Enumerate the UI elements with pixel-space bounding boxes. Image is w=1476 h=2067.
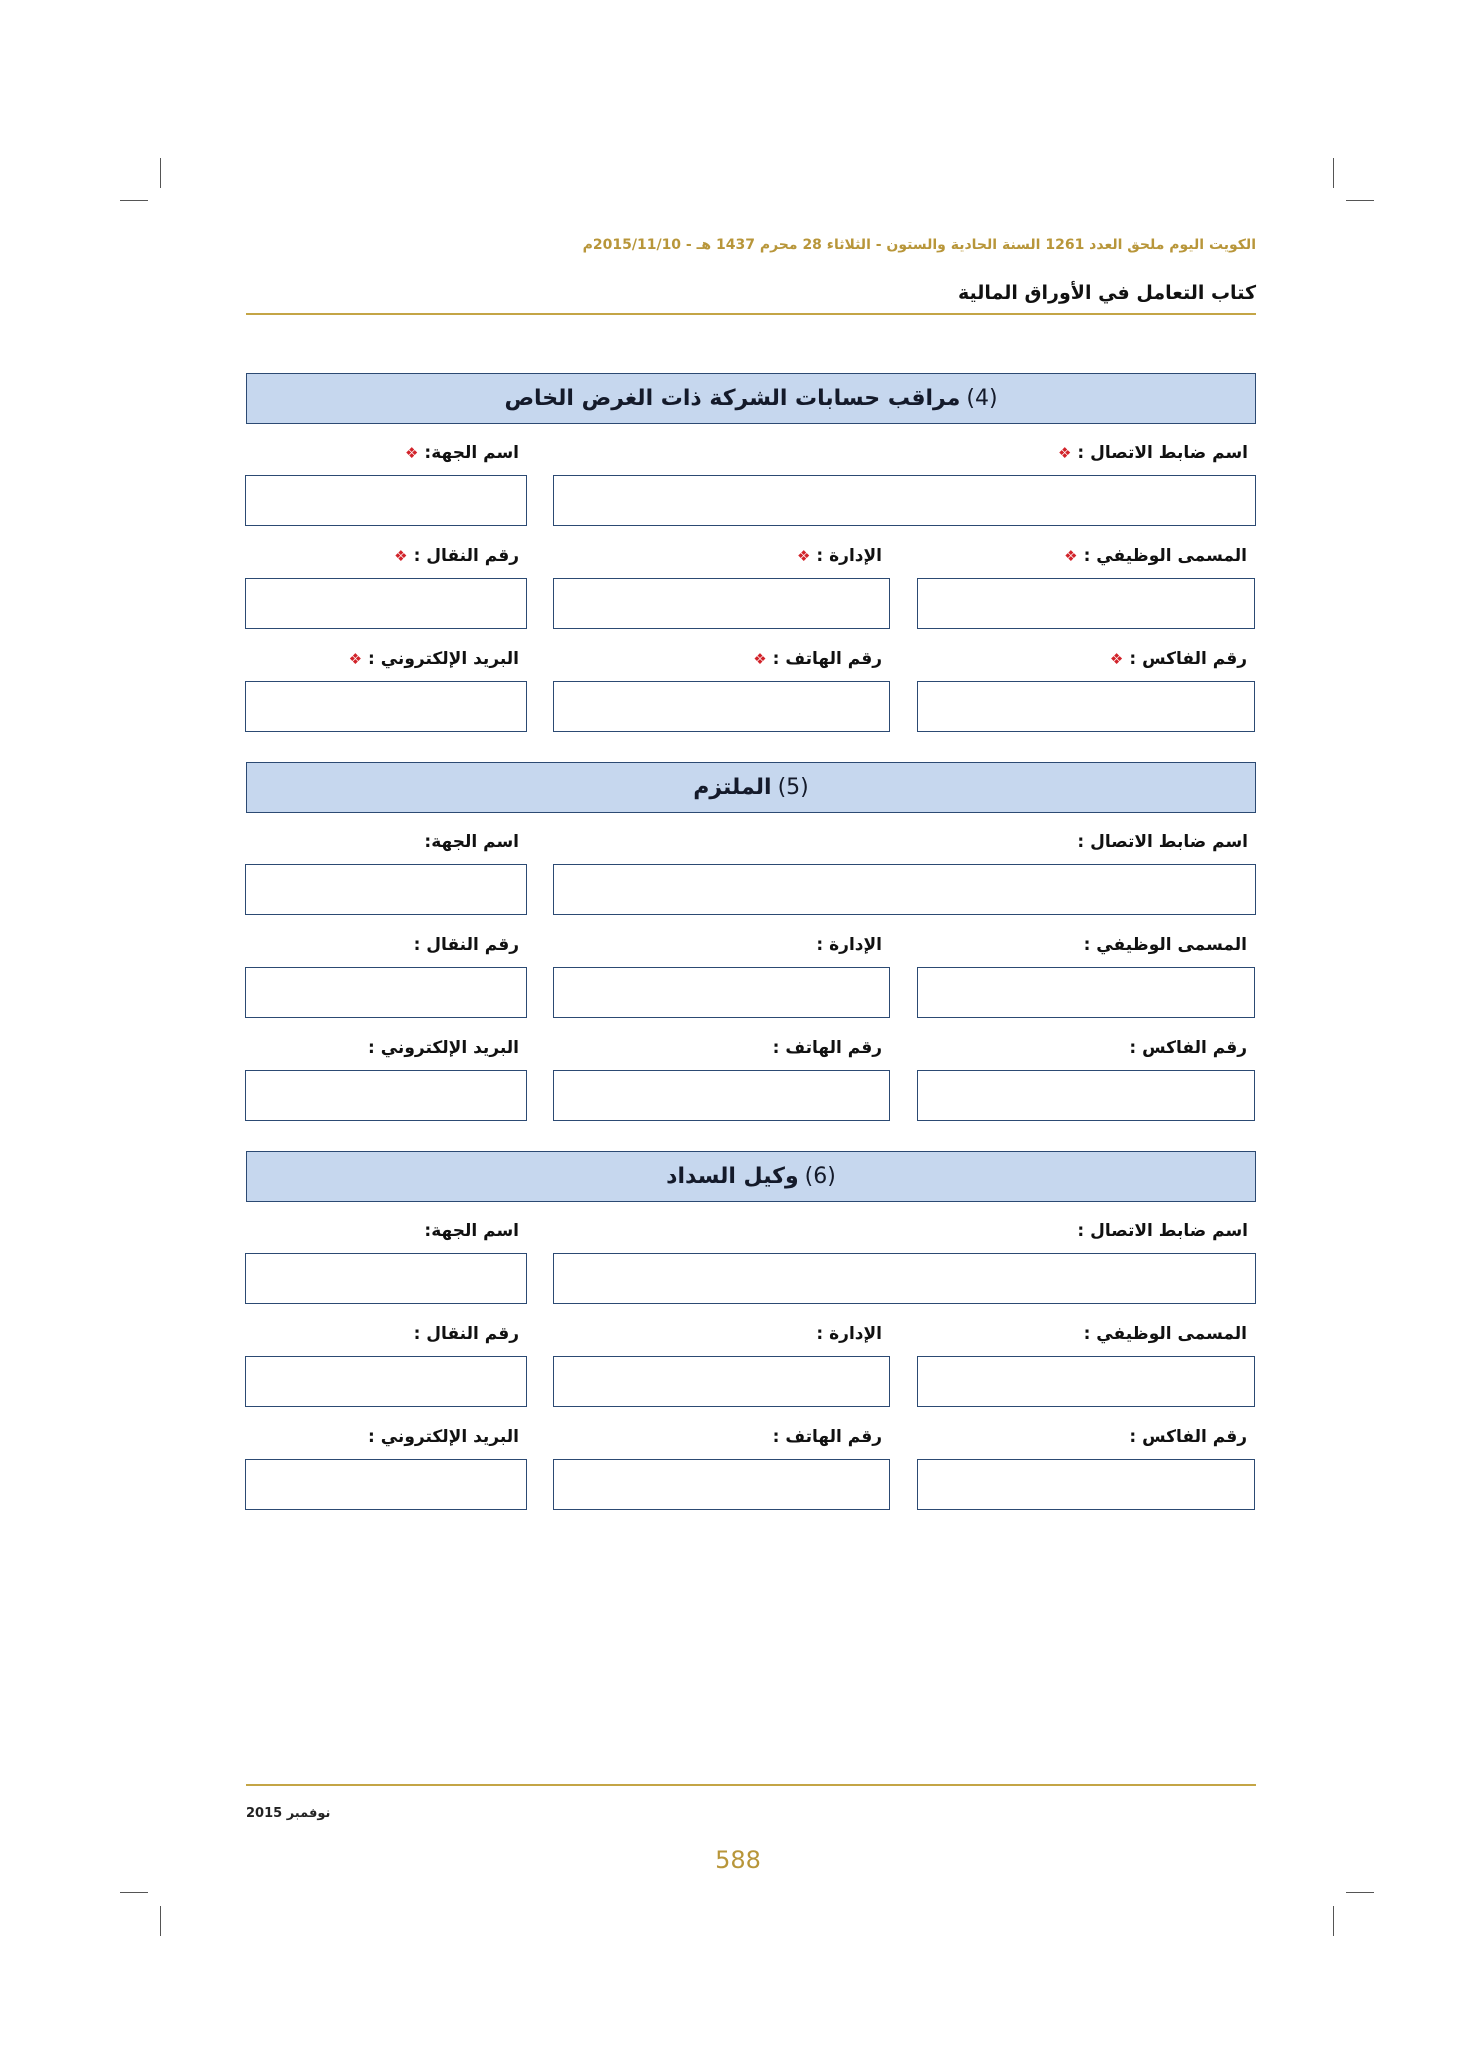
crop-mark (160, 1906, 161, 1936)
department-label (797, 546, 882, 566)
job-title-field[interactable] (917, 967, 1255, 1018)
department-field[interactable] (553, 578, 890, 629)
contact-officer-field[interactable] (553, 864, 1256, 915)
required-marker-icon: ❖ (1064, 547, 1078, 565)
job-title-label-text: المسمى الوظيفي : (1083, 546, 1247, 566)
page-number: 588 (715, 1846, 761, 1874)
section-title: الملتزم (693, 775, 772, 800)
email-label (368, 1038, 519, 1058)
fax-label (1129, 1427, 1247, 1447)
mobile-label-text: رقم النقال : (413, 935, 519, 955)
entity-name-field[interactable] (245, 1253, 527, 1304)
department-label-text: الإدارة : (816, 935, 882, 955)
department-label (816, 935, 882, 955)
mobile-label (394, 546, 519, 566)
fax-field[interactable] (917, 1070, 1255, 1121)
phone-label-text: رقم الهاتف : (772, 1038, 882, 1058)
section-title: وكيل السداد (666, 1164, 799, 1189)
email-label (368, 1427, 519, 1447)
email-label-text: البريد الإلكتروني : (368, 1038, 519, 1058)
fax-field[interactable] (917, 681, 1255, 732)
crop-mark (160, 158, 161, 188)
phone-label-text: رقم الهاتف : (772, 649, 882, 669)
fax-field[interactable] (917, 1459, 1255, 1510)
section-number: (6) (804, 1164, 836, 1189)
department-field[interactable] (553, 967, 890, 1018)
crop-mark (1346, 200, 1374, 201)
department-field[interactable] (553, 1356, 890, 1407)
phone-field[interactable] (553, 1459, 890, 1510)
department-label (816, 1324, 882, 1344)
fax-label (1129, 1038, 1247, 1058)
contact-officer-label (1077, 832, 1248, 852)
section-header (246, 1151, 1256, 1202)
email-label-text: البريد الإلكتروني : (368, 649, 519, 669)
required-marker-icon: ❖ (404, 444, 419, 462)
job-title-label (1084, 935, 1247, 955)
job-title-label-text: المسمى الوظيفي : (1083, 1324, 1247, 1344)
footer-rule (246, 1784, 1256, 1786)
contact-officer-label-text: اسم ضابط الاتصال : (1077, 1221, 1248, 1241)
section-header (246, 762, 1256, 813)
contact-officer-label (1077, 1221, 1248, 1241)
phone-label-text: رقم الهاتف : (772, 1427, 882, 1447)
phone-label (753, 649, 882, 669)
email-field[interactable] (245, 1070, 527, 1121)
entity-name-label (424, 1221, 519, 1241)
contact-officer-field[interactable] (553, 1253, 1256, 1304)
section-header (246, 373, 1256, 424)
phone-label (773, 1038, 882, 1058)
department-label-text: الإدارة : (816, 546, 882, 566)
department-label-text: الإدارة : (816, 1324, 882, 1344)
required-marker-icon: ❖ (1109, 650, 1124, 668)
crop-mark (120, 1892, 148, 1893)
footer-date: نوفمبر 2015 (246, 1806, 331, 1821)
mobile-label (414, 1324, 519, 1344)
entity-name-label-text: اسم الجهة: (424, 1221, 519, 1241)
crop-mark (120, 200, 148, 201)
job-title-label (1064, 546, 1247, 566)
contact-officer-label-text: اسم ضابط الاتصال : (1077, 832, 1248, 852)
mobile-field[interactable] (245, 1356, 527, 1407)
required-marker-icon: ❖ (796, 547, 811, 565)
mobile-field[interactable] (245, 578, 527, 629)
fax-label-text: رقم الفاكس : (1129, 649, 1247, 669)
mobile-field[interactable] (245, 967, 527, 1018)
email-field[interactable] (245, 681, 527, 732)
section-number: (4) (966, 386, 998, 411)
header-rule (246, 313, 1256, 315)
phone-label (773, 1427, 882, 1447)
section-number: (5) (777, 775, 809, 800)
email-label (349, 649, 519, 669)
contact-officer-label-text: اسم ضابط الاتصال : (1077, 443, 1248, 463)
fax-label-text: رقم الفاكس : (1129, 1038, 1247, 1058)
phone-field[interactable] (553, 1070, 890, 1121)
entity-name-label (424, 832, 519, 852)
phone-field[interactable] (553, 681, 890, 732)
book-title: كتاب التعامل في الأوراق المالية (958, 282, 1256, 304)
running-header: الكويت اليوم ملحق العدد 1261 السنة الحادية والستون - الثلاثاء 28 محرم 1437 هـ - 2015/11/10م (582, 237, 1256, 253)
mobile-label-text: رقم النقال : (413, 1324, 519, 1344)
required-marker-icon: ❖ (348, 650, 363, 668)
job-title-label (1084, 1324, 1247, 1344)
required-marker-icon: ❖ (753, 650, 767, 668)
fax-label-text: رقم الفاكس : (1129, 1427, 1247, 1447)
email-field[interactable] (245, 1459, 527, 1510)
entity-name-field[interactable] (245, 864, 527, 915)
mobile-label-text: رقم النقال : (413, 546, 519, 566)
fax-label (1110, 649, 1247, 669)
entity-name-label-text: اسم الجهة: (424, 443, 519, 463)
job-title-field[interactable] (917, 578, 1255, 629)
required-marker-icon: ❖ (1057, 444, 1072, 462)
crop-mark (1333, 1906, 1334, 1936)
entity-name-field[interactable] (245, 475, 527, 526)
required-marker-icon: ❖ (394, 547, 408, 565)
mobile-label (414, 935, 519, 955)
entity-name-label (405, 443, 519, 463)
job-title-label-text: المسمى الوظيفي : (1083, 935, 1247, 955)
crop-mark (1346, 1892, 1374, 1893)
contact-officer-field[interactable] (553, 475, 1256, 526)
email-label-text: البريد الإلكتروني : (368, 1427, 519, 1447)
contact-officer-label (1058, 443, 1248, 463)
job-title-field[interactable] (917, 1356, 1255, 1407)
crop-mark (1333, 158, 1334, 188)
entity-name-label-text: اسم الجهة: (424, 832, 519, 852)
section-title: مراقب حسابات الشركة ذات الغرض الخاص (504, 386, 961, 411)
